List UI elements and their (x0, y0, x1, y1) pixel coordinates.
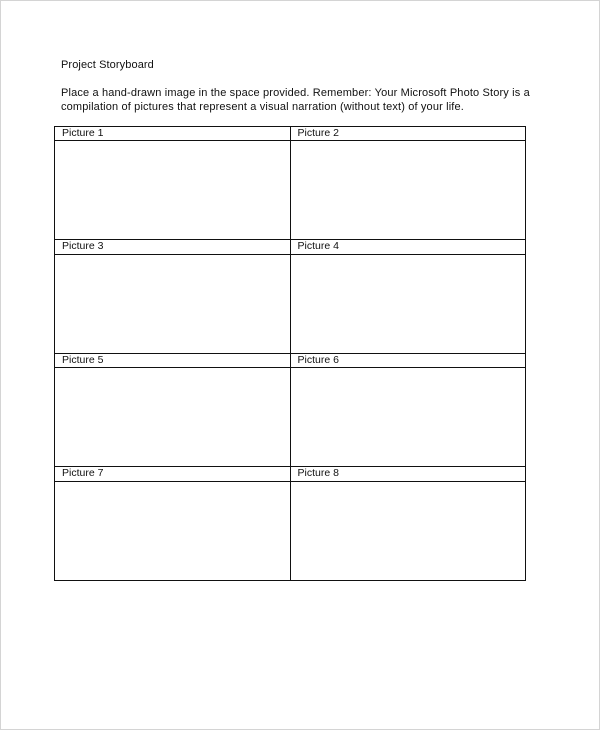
storyboard-drawing-row (55, 141, 526, 240)
storyboard-table (54, 126, 526, 581)
instructions-line: compilation of pictures that represent a visual narration (without text) of your life. (61, 101, 464, 113)
storyboard-drawing-row (55, 481, 526, 581)
instructions-paragraph (61, 86, 531, 114)
picture-drawing-space (290, 481, 526, 581)
picture-label: Picture 1 (55, 127, 291, 141)
picture-label: Picture 6 (290, 353, 526, 367)
storyboard-label-row (55, 240, 526, 254)
picture-label: Picture 3 (55, 240, 291, 254)
document-title: Project Storyboard (61, 59, 154, 71)
storyboard-label-row (55, 353, 526, 367)
picture-drawing-space (55, 368, 291, 467)
picture-drawing-space (55, 481, 291, 581)
storyboard-drawing-row (55, 254, 526, 353)
picture-drawing-space (290, 254, 526, 353)
picture-drawing-space (55, 254, 291, 353)
picture-label: Picture 5 (55, 353, 291, 367)
picture-drawing-space (290, 141, 526, 240)
picture-label: Picture 8 (290, 467, 526, 481)
picture-drawing-space (55, 141, 291, 240)
picture-drawing-space (290, 368, 526, 467)
picture-label: Picture 7 (55, 467, 291, 481)
picture-label: Picture 4 (290, 240, 526, 254)
storyboard-label-row (55, 467, 526, 481)
instructions-line: Place a hand-drawn image in the space provided. Remember: Your Microsoft Photo Story is a (61, 87, 530, 99)
storyboard-drawing-row (55, 368, 526, 467)
storyboard-label-row (55, 127, 526, 141)
picture-label: Picture 2 (290, 127, 526, 141)
